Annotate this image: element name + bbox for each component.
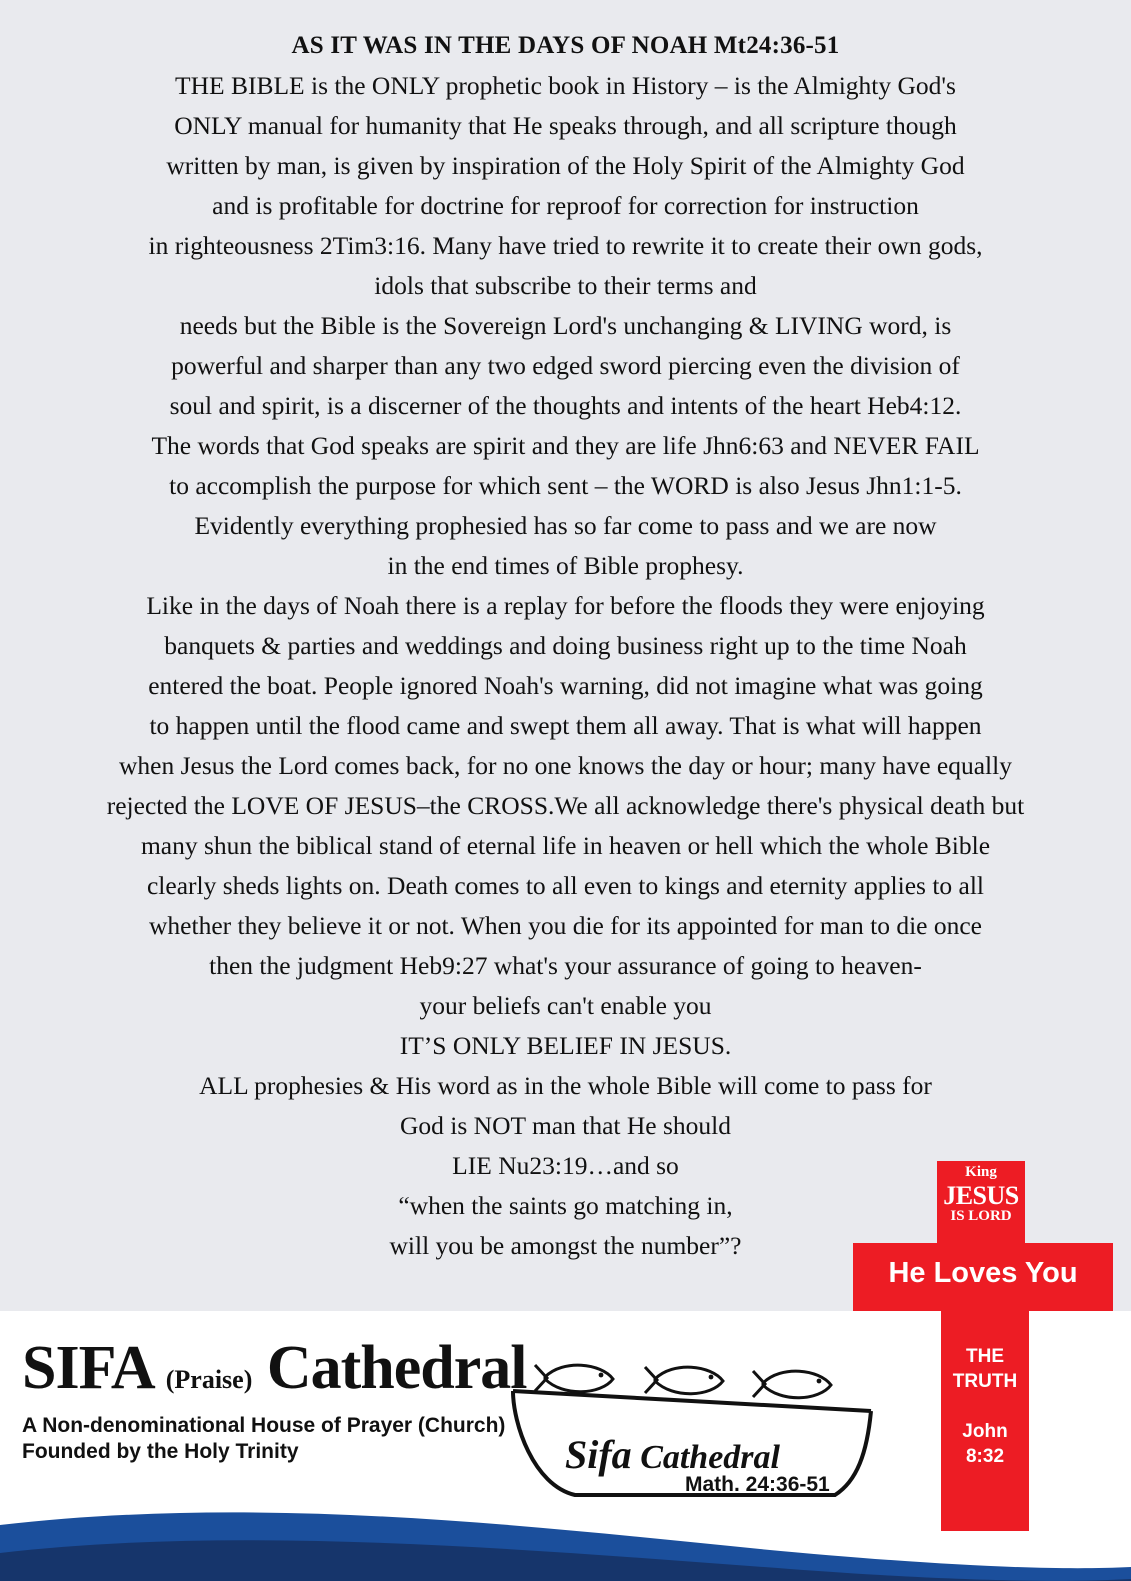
text-line: in righteousness 2Tim3:16. Many have tried to rewrite it to create their own gods, (148, 231, 983, 260)
text-line: Evidently everything prophesied has so far come to pass and we are now (194, 511, 937, 540)
footer (0, 1311, 1131, 1581)
page-title: AS IT WAS IN THE DAYS OF NOAH Mt24:36-51 (291, 32, 840, 59)
text-line: to happen until the flood came and swept them all away. That is what will happen (149, 711, 982, 740)
text-line: ALL prophesies & His word as in the whole Bible will come to pass for (199, 1071, 932, 1100)
text-line: in the end times of Bible prophesy. (387, 551, 744, 580)
text-line: needs but the Bible is the Sovereign Lord's unchanging & LIVING word, is (179, 311, 952, 340)
text-line: whether they believe it or not. When you die for its appointed for man to die once (149, 911, 982, 940)
text-line: banquets & parties and weddings and doing business right up to the time Noah (164, 631, 967, 660)
logo-script-text (565, 1431, 780, 1478)
cross-inscription (937, 1165, 1025, 1225)
verse-line-2: 8:32 (965, 1446, 1005, 1468)
church-name (22, 1334, 542, 1402)
logo-script-cathedral: Cathedral (640, 1439, 780, 1476)
truth-verse-block (941, 1345, 1029, 1470)
tagline-line-2: Founded by the Holy Trinity (22, 1440, 299, 1464)
text-line: “when the saints go matching in, (398, 1191, 733, 1220)
footer-swoosh-decoration (0, 1491, 1131, 1581)
text-line: God is NOT man that He should (399, 1111, 731, 1140)
truth-line-1: THE (966, 1346, 1004, 1367)
text-line: The words that God speaks are spirit and they are life Jhn6:63 and NEVER FAIL (151, 431, 980, 460)
fish-icon (753, 1371, 831, 1398)
verse-line-1: John (962, 1421, 1008, 1443)
logo-script-sifa: Sifa (565, 1432, 632, 1477)
text-line: clearly sheds lights on. Death comes to all even to kings and eternity applies to all (146, 871, 985, 900)
logo-scripture-reference: Math. 24:36-51 (685, 1473, 830, 1496)
text-line: will you be amongst the number”? (389, 1231, 742, 1260)
text-line: idols that subscribe to their terms and (374, 271, 757, 300)
text-line: many shun the biblical stand of eternal life in heaven or hell which the whole Bible (140, 831, 991, 860)
brand-cathedral: Cathedral (266, 1334, 527, 1402)
text-line: to accomplish the purpose for which sent – the WORD is also Jesus Jhn1:1-5. (169, 471, 962, 500)
fish-icon (535, 1365, 613, 1392)
paragraph-3 (34, 586, 1097, 1066)
church-branding (22, 1334, 542, 1466)
church-tagline (22, 1413, 542, 1466)
text-line: Like in the days of Noah there is a replay for before the floods they were enjoying (146, 591, 985, 620)
brand-sifa: SIFA (22, 1334, 152, 1402)
text-line: entered the boat. People ignored Noah's warning, did not imagine what was going (148, 671, 983, 700)
tagline-line-1: A Non-denominational House of Prayer (Church) (22, 1414, 506, 1437)
text-line: and is profitable for doctrine for reproof for correction for instruction (212, 191, 919, 220)
he-loves-you-banner: He Loves You (888, 1257, 1078, 1289)
cross-king-label: King (965, 1164, 997, 1180)
boat-logo (505, 1353, 885, 1513)
text-line: THE BIBLE is the ONLY prophetic book in History – is the Almighty God's (175, 71, 956, 100)
text-line: ONLY manual for humanity that He speaks through, and all scripture though (174, 111, 957, 140)
text-line: your beliefs can't enable you (419, 991, 712, 1020)
text-line: then the judgment Heb9:27 what's your assurance of going to heaven- (209, 951, 922, 980)
text-line: powerful and sharper than any two edged sword piercing even the division of (171, 351, 960, 380)
text-line: IT’S ONLY BELIEF IN JESUS. (399, 1031, 732, 1060)
cross-jesus-label: JESUS (943, 1180, 1019, 1210)
fish-icon (645, 1367, 723, 1394)
text-line: soul and spirit, is a discerner of the thoughts and intents of the heart Heb4:12. (169, 391, 962, 420)
text-line: written by man, is given by inspiration of the Holy Spirit of the Almighty God (166, 151, 965, 180)
truth-line-2: TRUTH (952, 1370, 1018, 1392)
cross-islord-label: IS LORD (950, 1208, 1012, 1225)
text-line: LIE Nu23:19…and so (452, 1151, 679, 1180)
brand-praise: (Praise) (165, 1365, 253, 1394)
paragraph-2 (34, 306, 1097, 586)
text-line: when Jesus the Lord comes back, for no one knows the day or hour; many have equally (119, 751, 1012, 780)
paragraph-1 (34, 66, 1097, 306)
text-line: rejected the LOVE OF JESUS–the CROSS.We all acknowledge there's physical death but (106, 791, 1025, 820)
